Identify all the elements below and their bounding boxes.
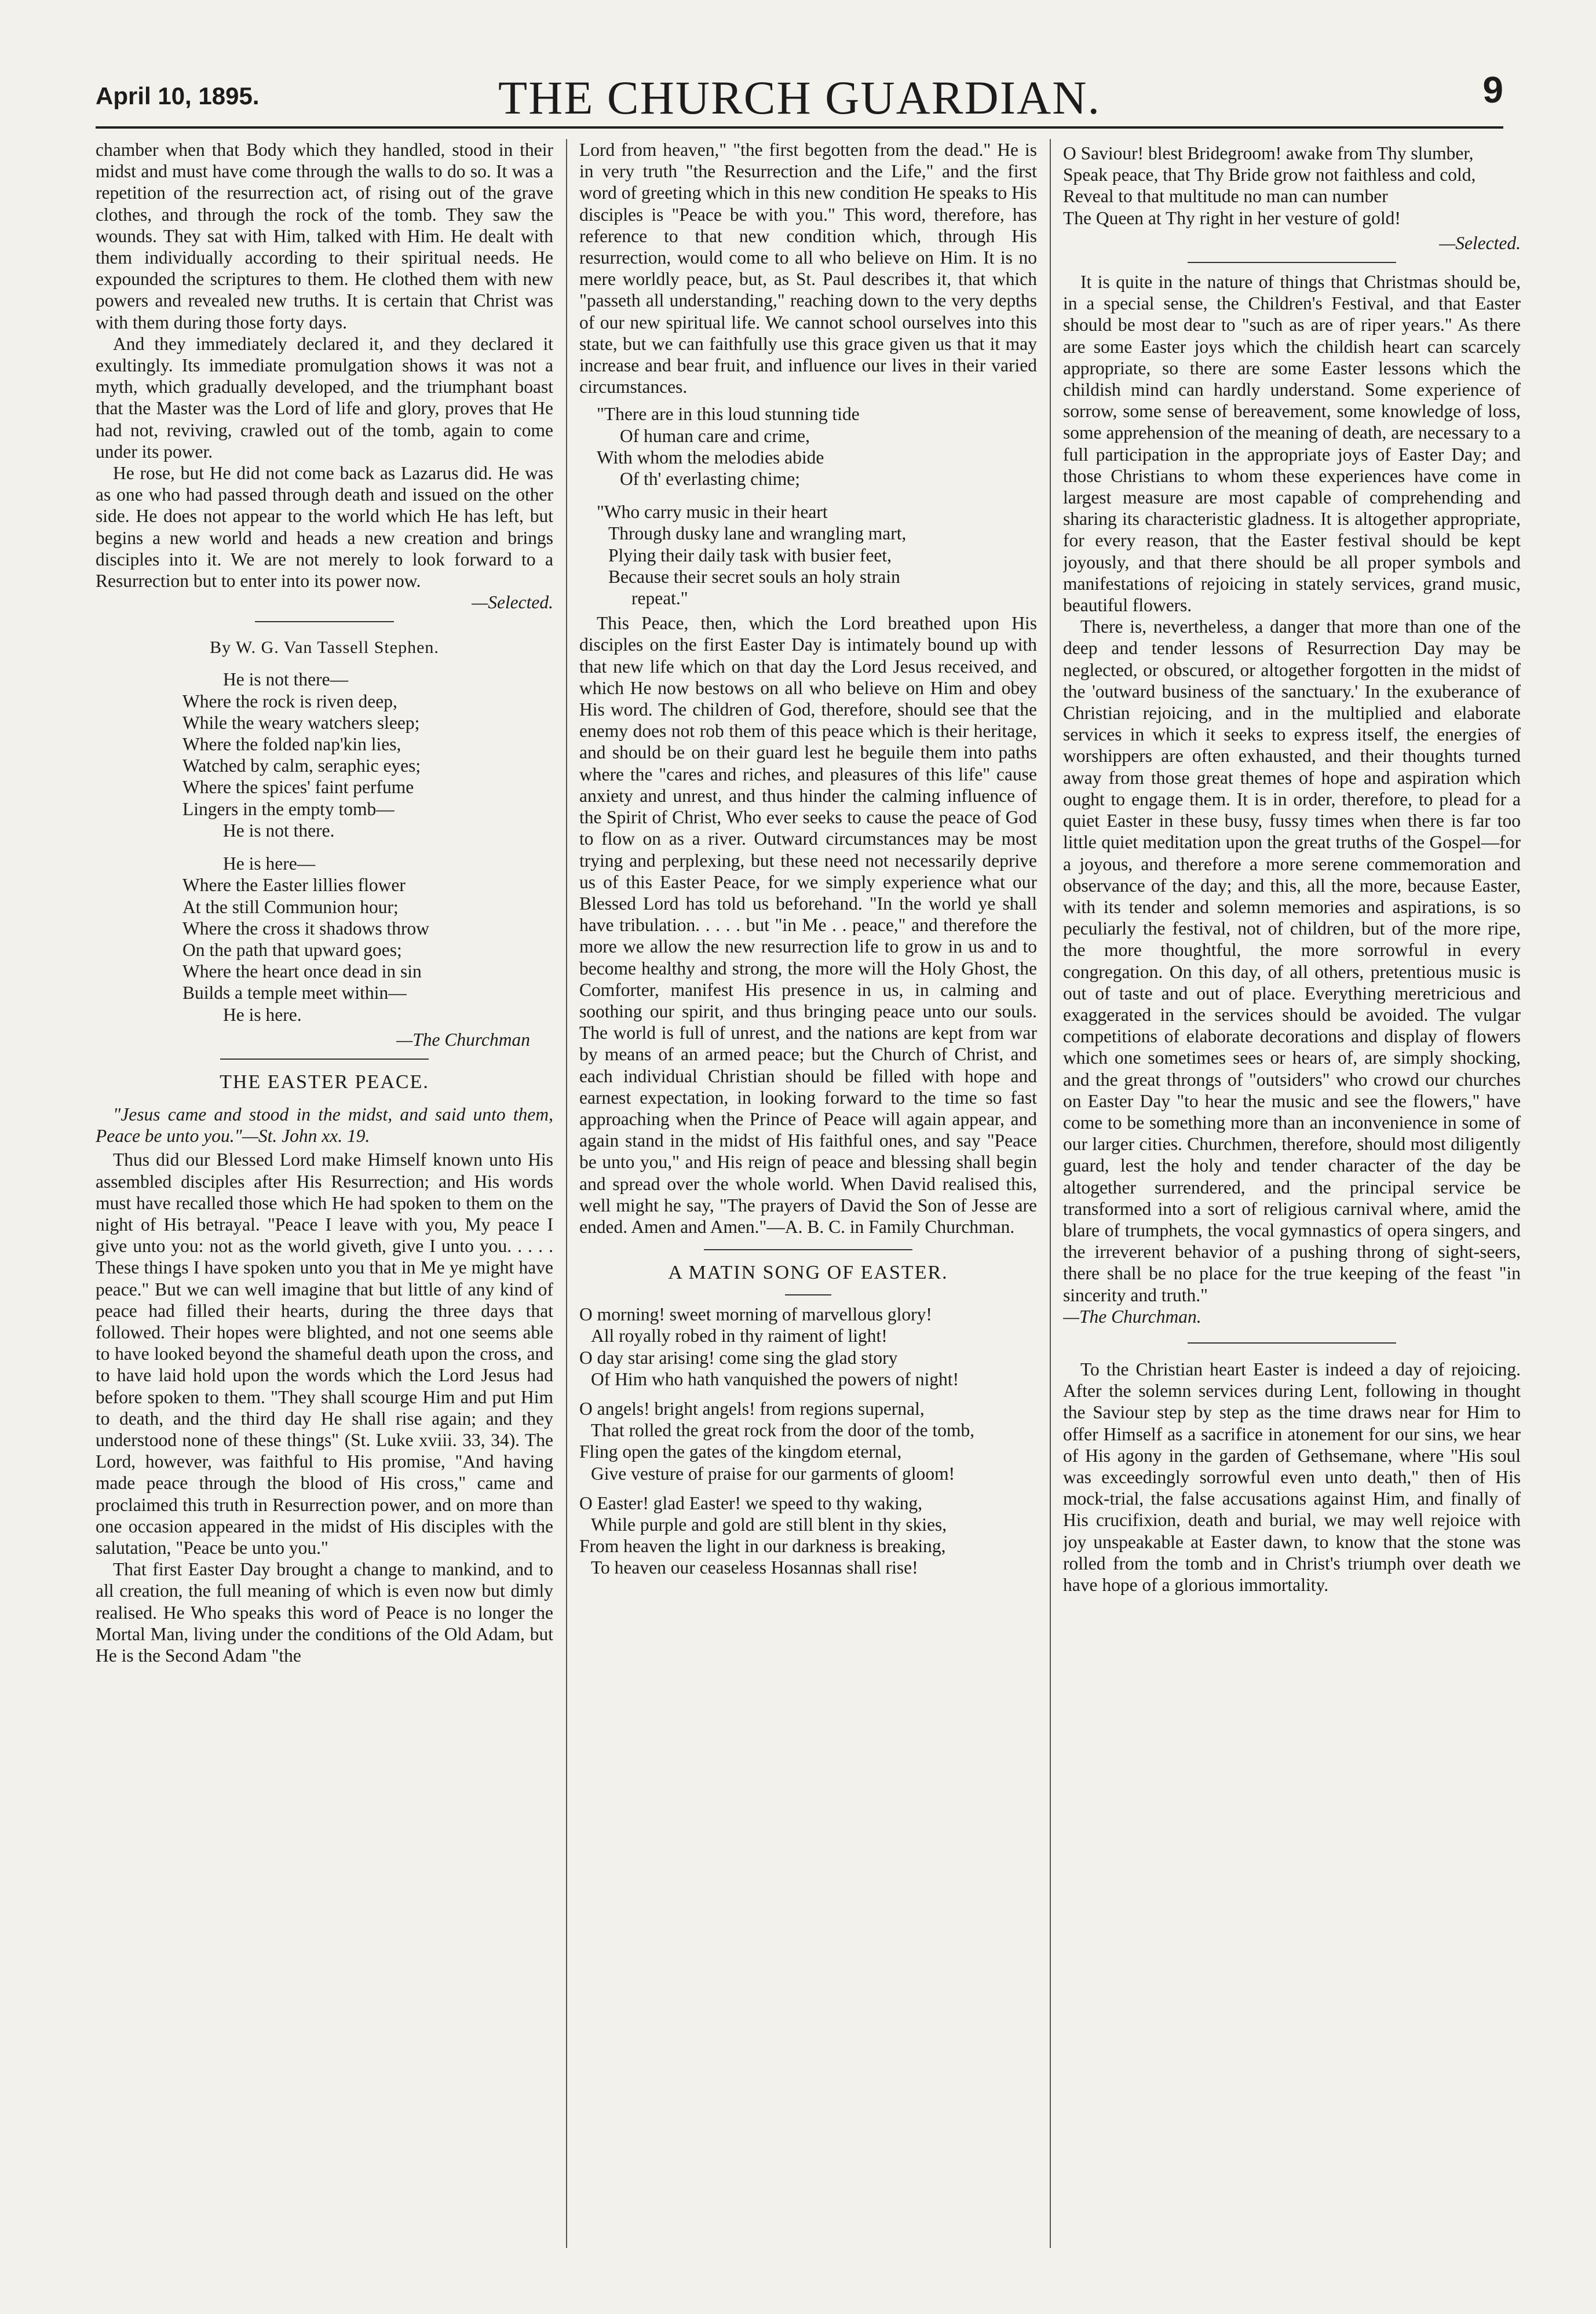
poem-line: O Saviour! blest Bridegroom! awake from Thy slumber, bbox=[1063, 143, 1474, 163]
article-paragraph: To the Christian heart Easter is indeed a day of rejoicing. After the solemn services during Lent, following in thought the Saviour step by step as the time draws near for Him to offer Himself as a sacrifice in atonement for our sins, we hear of His agony in the garden of Gethsemane, where "His soul was exceedingly sorrowful even unto death," then of His mock-trial, the false accusations against Him, and finally of His crucifixion, death and burial, we may well rejoice with joy unspeakable at Easter dawn, to know that the stone was rolled from the tomb and in Christ's triumph over death we have hope of a glorious immortality. bbox=[1063, 1359, 1521, 1595]
poem-line: Plying their daily task with busier feet, bbox=[608, 545, 892, 565]
poem-line: Speak peace, that Thy Bride grow not faithless and cold, bbox=[1063, 165, 1476, 185]
article-paragraph: Thus did our Blessed Lord make Himself known unto His assembled disciples after His Resurrection; and His words must have recalled those which He had spoken to them on the night of His betrayal. "Peace I leave with you, My peace I give unto you: not as the world giveth, give I unto you. . . . . These things I have spoken unto you that in Me ye might have peace." But we can well imagine that but little of any kind of peace had filled their hearts, during the three days that followed. Their hopes were blighted, and not one seems able to have looked beyond the shameful death upon the cross, and to have laid hold upon the words which the Lord Jesus had before spoken to them. "They shall scourge Him and put Him to death, and the third day He shall rise again; and they understood none of these things" (St. Luke xviii. 33, 34). The Lord, however, was faithful to His promise, "And having made peace through the blood of His cross," came and proclaimed this truth in Resurrection power, and on more than one occasion appeared in the midst of His disciples with the salutation, "Peace be unto you." bbox=[96, 1149, 553, 1558]
poem-line: repeat." bbox=[631, 588, 688, 609]
poem-line: To heaven our ceaseless Hosannas shall rise! bbox=[591, 1557, 918, 1578]
poem bbox=[1063, 143, 1521, 229]
article-paragraph: It is quite in the nature of things that Christmas should be, in a special sense, the Children's Festival, and that Easter should be most dear to "such as are of riper years." As there are some Easter joys which the childish heart can scarcely appropriate, so there are some Easter lessons which the childish mind can hardly understand. Some experience of sorrow, some sense of bereavement, some knowledge of loss, some apprehension of the meaning of death, are necessary to a full participation in the appropriate joys of Easter Day; and those Christians to whom these experiences have come in largest measure are most capable of comprehending and sharing its characteristic gladness. It is altogether appropriate, for every reason, that the Easter festival should be kept joyously, and that there should be all proper symbols and manifestations of rejoicing in stately services, grand music, beautiful flowers. bbox=[1063, 272, 1521, 616]
poem-line: While purple and gold are still blent in thy skies, bbox=[591, 1514, 947, 1535]
column-3 bbox=[1063, 139, 1521, 2283]
poem-line: All royally robed in thy raiment of light! bbox=[591, 1326, 888, 1346]
section-rule bbox=[255, 621, 394, 622]
poem-line: He is not there— bbox=[223, 669, 349, 690]
poem-line: Reveal to that multitude no man can number bbox=[1063, 186, 1388, 207]
section-rule bbox=[704, 1249, 912, 1250]
newspaper-title: THE CHURCH GUARDIAN. bbox=[498, 71, 1101, 124]
poem-line: While the weary watchers sleep; bbox=[182, 712, 420, 733]
poem-byline: By W. G. Van Tassell Stephen. bbox=[210, 638, 439, 658]
article-paragraph: And they immediately declared it, and they declared it exultingly. Its immediate promulgation shows it was not a myth, which gradually developed, and the triumphant boast that the Master was the Lord of life and glory, proves that He had not, reviving, crawled out of the tomb, again to come under its power. bbox=[96, 333, 553, 462]
section-rule bbox=[220, 1059, 429, 1060]
poem-line: Fling open the gates of the kingdom eternal, bbox=[579, 1441, 902, 1462]
section-rule bbox=[785, 1294, 831, 1295]
epigraph: "Jesus came and stood in the midst, and said unto them, Peace be unto you."—St. John xx. 19. bbox=[96, 1104, 553, 1147]
poem-line: "Who carry music in their heart bbox=[597, 502, 828, 523]
source-credit: —The Churchman. bbox=[1063, 1306, 1201, 1327]
poem-line: O angels! bright angels! from regions supernal, bbox=[579, 1398, 925, 1419]
issue-date: April 10, 1895. bbox=[96, 82, 260, 110]
poem-line: Of human care and crime, bbox=[620, 425, 810, 446]
poem-line: From heaven the light in our darkness is breaking, bbox=[579, 1536, 946, 1557]
poem-line: Where the rock is riven deep, bbox=[182, 691, 397, 711]
poem-line: Of Him who hath vanquished the powers of night! bbox=[591, 1368, 959, 1389]
column-2 bbox=[579, 139, 1037, 2283]
poem-line: Of th' everlasting chime; bbox=[620, 469, 800, 490]
poem-line: "There are in this loud stunning tide bbox=[597, 404, 860, 425]
poem-line: Builds a temple meet within— bbox=[182, 983, 407, 1003]
poem-line: Through dusky lane and wrangling mart, bbox=[608, 523, 907, 544]
article-paragraph: That first Easter Day brought a change to mankind, and to all creation, the full meaning of which is even now but dimly realised. He Who speaks this word of Peace is no longer the Mortal Man, living under the conditions of the Old Adam, but He is the Second Adam "the bbox=[96, 1559, 553, 1666]
poem-line: He is here. bbox=[223, 1004, 302, 1025]
column-divider bbox=[566, 139, 567, 2248]
poem bbox=[96, 669, 553, 1025]
poem-line: Because their secret souls an holy strain bbox=[608, 566, 900, 587]
column-1 bbox=[96, 139, 553, 2283]
poem-line: Lingers in the empty tomb— bbox=[182, 798, 395, 819]
column-divider bbox=[1050, 139, 1051, 2248]
poem-line: On the path that upward goes; bbox=[182, 939, 402, 960]
source-credit: —Selected. bbox=[1439, 232, 1521, 253]
article-paragraph: He rose, but He did not come back as Lazarus did. He was as one who had passed through death and issued on the other side. He does not appear to the world which He has left, but begins a new world and heads a new creation and brings disciples into it. We are not merely to look forward to a Resurrection but to enter into its power now. bbox=[96, 463, 553, 592]
section-title: A MATIN SONG OF EASTER. bbox=[668, 1262, 948, 1284]
poem-line: Give vesture of praise for our garments of gloom! bbox=[591, 1463, 955, 1484]
section-rule bbox=[1188, 262, 1396, 263]
source-credit: —The Churchman bbox=[396, 1029, 530, 1050]
section-rule bbox=[1188, 1342, 1396, 1344]
source-credit: —Selected. bbox=[472, 592, 553, 613]
section-title: THE EASTER PEACE. bbox=[220, 1071, 429, 1093]
poem-line: Where the Easter lillies flower bbox=[182, 875, 406, 896]
article-paragraph: Lord from heaven," "the first begotten from the dead." He is in very truth "the Resurrection and the Life," and the first word of greeting which in this new condition He speaks to His disciples is "Peace be with you." This word, therefore, has reference to that new condition which, through His resurrection, would come to all who believe on Him. It is no mere worldly peace, but, as St. Paul describes it, that which "passeth all understanding," reaching down to the very depths of our new spiritual life. We cannot school ourselves into this state, but we can faithfully use this grace given us that it may increase and bear fruit, and influence our lives in their varied circumstances. bbox=[579, 140, 1037, 397]
article-paragraph: chamber when that Body which they handled, stood in their midst and must have come through the walls to do so. It was a repetition of the resurrection act, of rising out of the grave clothes, and through the rock of the tomb. They saw the wounds. They sat with Him, talked with Him. He dealt with them individually according to their spiritual needs. He expounded the scriptures to them. He clothed them with new powers and revealed new truths. It is certain that Christ was with them during those forty days. bbox=[96, 140, 553, 333]
poem-line: At the still Communion hour; bbox=[182, 896, 399, 917]
poem-line: He is not there. bbox=[223, 820, 335, 841]
poem-line: Where the heart once dead in sin bbox=[182, 961, 422, 982]
poem-line: With whom the melodies abide bbox=[597, 447, 824, 468]
poem-line: That rolled the great rock from the door of the tomb, bbox=[591, 1420, 975, 1441]
poem-line: Where the spices' faint perfume bbox=[182, 777, 414, 798]
poem-line: Where the folded nap'kin lies, bbox=[182, 734, 401, 755]
poem-line: O day star arising! come sing the glad story bbox=[579, 1347, 898, 1368]
poem bbox=[579, 403, 1037, 609]
poem-line: Watched by calm, seraphic eyes; bbox=[182, 755, 421, 776]
page-number: 9 bbox=[1482, 69, 1503, 111]
poem bbox=[579, 1304, 1037, 1578]
poem-line: He is here— bbox=[223, 853, 316, 874]
poem-line: Where the cross it shadows throw bbox=[182, 918, 430, 939]
article-paragraph: This Peace, then, which the Lord breathed upon His disciples on the first Easter Day is intimately bound up with that new life which on that day the Lord Jesus received, and which He now bestows on all who believe on Him and obey His word. The children of God, therefore, should see that the enemy does not rob them of this peace which is their heritage, and should be on their guard lest he beguile them into paths where the "cares and riches, and pleasures of this life" cause anxiety and unrest, and thus hinder the calming influence of the Spirit of Christ, Who ever seeks to cause the peace of God to flow on as a river. Outward circumstances may be most trying and perplexing, but these need not necessarily deprive us of this Easter Peace, for we simply experience what our Blessed Lord has told us beforehand. "In the world ye shall have tribulation. . . . . but "in Me . . peace," and therefore the more we allow the new resurrection life to grow in us and to become healthy and strong, the more will the Holy Ghost, the Comforter, manifest His presence in us, in calming and soothing our spirit, and thus bringing peace unto our souls. The world is full of unrest, and the nations are kept from war by means of an armed peace; but the Church of Christ, and each individual Christian should be filled with hope and earnest expectation, in looking forward to the time so fast approaching when the Prince of Peace will again appear, and again stand in the midst of His faithful ones, and say "Peace be unto you," and His reign of peace and blessing shall begin and spread over the whole world. When David realised this, well might he say, "The prayers of David the Son of Jesse are ended. Amen and Amen."—A. B. C. in Family Churchman. bbox=[579, 613, 1037, 1237]
poem-line: O morning! sweet morning of marvellous glory! bbox=[579, 1304, 932, 1325]
article-paragraph: There is, nevertheless, a danger that more than one of the deep and tender lessons of Resurrection Day may be neglected, or obscured, or altogether forgotten in the midst of the 'outward business of the sanctuary.' In the exuberance of Christian rejoicing, and in the multiplied and elaborate services in which it seeks to express itself, the energies of worshippers are often exhausted, and their thoughts turned away from those great themes of hope and aspiration which ought to engage them. It is in order, therefore, to plead for a quiet Easter in these busy, fussy times when there is far too little quiet meditation upon the great truths of the Gospel—for a joyous, and therefore a more serene commemoration and observance of the day; and this, all the more, because Easter, with its tender and solemn memories and aspirations, is so peculiarly the festival, not of children, but of the more ripe, the more thoughtful, the more sorrowful in every congregation. On this day, of all others, pretentious music is out of taste and out of place. Everything meretricious and exaggerated in the services should be avoided. The vulgar competitions of elaborate decorations and display of flowers which one sometimes sees or hears of, are simply shocking, and the great throngs of "outsiders" who crowd our churches on Easter Day "to hear the music and see the flowers," have come to be something more than an inconvenience in some of our larger cities. Churchmen, therefore, should most diligently guard, lest the holy and tender character of the day be altogether surrendered, and the principal service be transformed into a sort of religious carnival where, amid the blare of trumphets, the vocal gymnastics of opera singers, and the irreverent behavior of a pushing throng of sight-seers, there shall be no place for the true keeping of the feast "in sincerity and truth." bbox=[1063, 616, 1521, 1305]
poem-line: O Easter! glad Easter! we speed to thy waking, bbox=[579, 1492, 923, 1513]
masthead bbox=[96, 68, 1503, 129]
poem-line: The Queen at Thy right in her vesture of gold! bbox=[1063, 207, 1401, 228]
